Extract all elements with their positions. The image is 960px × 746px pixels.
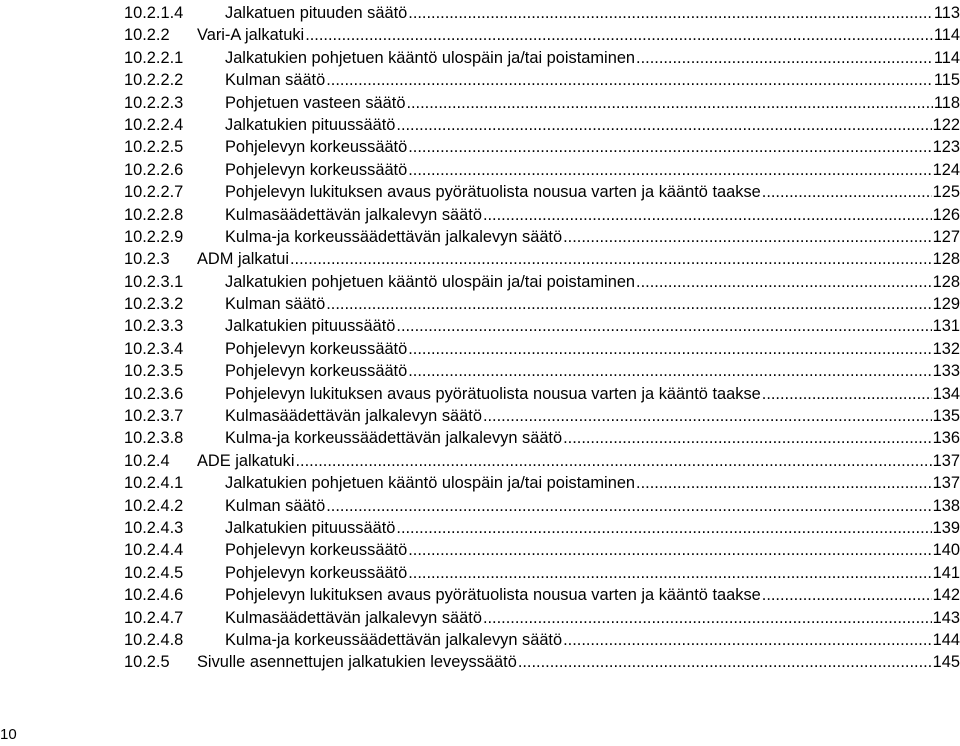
- dot-leader: [326, 69, 933, 91]
- toc-entry-title: Sivulle asennettujen jalkatukien leveyssäätö: [197, 653, 517, 672]
- toc-entry[interactable]: [124, 24, 960, 46]
- toc-entry-title: Pohjelevyn korkeussäätö: [225, 362, 408, 381]
- toc-entry-number: 10.2.3.8: [124, 429, 184, 448]
- toc-entry-page: 142: [932, 586, 960, 605]
- dot-leader: [408, 562, 931, 584]
- dot-leader: [408, 338, 931, 360]
- dot-leader: [483, 405, 932, 427]
- dot-leader: [396, 517, 931, 539]
- toc-entry-number: 10.2.2.1: [124, 48, 184, 67]
- dot-leader: [636, 271, 932, 293]
- toc-entry[interactable]: [124, 539, 960, 561]
- toc-entry-page: 123: [932, 138, 960, 157]
- toc-entry-number: 10.2.3.1: [124, 272, 184, 291]
- toc-entry-page: 139: [932, 518, 960, 537]
- toc-entry-page: 115: [933, 71, 960, 90]
- toc-entry-title: Jalkatukien pituussäätö: [225, 317, 396, 336]
- dot-leader: [563, 226, 932, 248]
- dot-leader: [483, 607, 932, 629]
- toc-entry-page: 129: [932, 295, 960, 314]
- toc-entry-page: 141: [932, 563, 960, 582]
- toc-entry[interactable]: [124, 607, 960, 629]
- toc-entry-page: 138: [932, 496, 960, 515]
- toc-entry-number: 10.2.3.7: [124, 407, 184, 426]
- toc-entry-number: 10.2.4.3: [124, 518, 184, 537]
- toc-entry-page: 136: [932, 429, 960, 448]
- toc-entry-number: 10.2.3.6: [124, 384, 184, 403]
- toc-entry-number: 10.2.4.6: [124, 586, 184, 605]
- toc-entry-number: 10.2.4.4: [124, 541, 184, 560]
- dot-leader: [326, 293, 931, 315]
- dot-leader: [290, 248, 932, 270]
- dot-leader: [305, 24, 933, 46]
- dot-leader: [563, 629, 932, 651]
- toc-entry-page: 140: [932, 541, 960, 560]
- toc-entry[interactable]: [124, 181, 960, 203]
- toc-entry-number: 10.2.3.5: [124, 362, 184, 381]
- toc-entry[interactable]: [124, 2, 960, 24]
- toc-entry-page: 132: [932, 339, 960, 358]
- dot-leader: [636, 472, 932, 494]
- dot-leader: [483, 204, 932, 226]
- toc-entry-page: 137: [932, 451, 960, 470]
- toc-entry-title: Jalkatukien pohjetuen kääntö ulospäin ja/tai poistaminen: [225, 48, 636, 67]
- toc-entry[interactable]: [124, 226, 960, 248]
- toc-entry[interactable]: [124, 427, 960, 449]
- dot-leader: [408, 136, 931, 158]
- toc-entry[interactable]: [124, 562, 960, 584]
- dot-leader: [408, 159, 931, 181]
- toc-entry-number: 10.2.4.8: [124, 630, 184, 649]
- dot-leader: [518, 651, 932, 673]
- dot-leader: [636, 47, 933, 69]
- toc-entry[interactable]: [124, 405, 960, 427]
- toc-entry-page: 128: [932, 250, 960, 269]
- toc-entry-title: Pohjelevyn korkeussäätö: [225, 339, 408, 358]
- toc-entry-title: Kulman säätö: [225, 71, 326, 90]
- toc-entry-number: 10.2.2.8: [124, 205, 184, 224]
- toc-entry-title: Jalkatukien pituussäätö: [225, 115, 396, 134]
- toc-entry[interactable]: [124, 629, 960, 651]
- toc-entry-number: 10.2.2.3: [124, 93, 184, 112]
- toc-entry-page: 125: [932, 183, 960, 202]
- toc-entry[interactable]: [124, 517, 960, 539]
- toc-entry-title: Kulma-ja korkeussäädettävän jalkalevyn säätö: [225, 429, 563, 448]
- toc-entry-number: 10.2.2.9: [124, 227, 184, 246]
- toc-entry-title: Pohjelevyn lukituksen avaus pyörätuolista nousua varten ja kääntö taakse: [225, 384, 761, 403]
- table-of-contents: [124, 2, 960, 674]
- toc-entry-title: Jalkatuen pituuden säätö: [225, 4, 408, 22]
- toc-entry[interactable]: [124, 472, 960, 494]
- toc-entry-page: 118: [933, 93, 960, 112]
- toc-entry-title: ADM jalkatui: [197, 250, 289, 269]
- toc-entry-number: 10.2.2.7: [124, 183, 184, 202]
- toc-entry[interactable]: [124, 159, 960, 181]
- toc-entry-number: 10.2.4.5: [124, 563, 184, 582]
- toc-entry-number: 10.2.1.4: [124, 4, 184, 22]
- toc-entry[interactable]: [124, 271, 960, 293]
- toc-entry-title: Jalkatukien pituussäätö: [225, 518, 396, 537]
- toc-entry-number: 10.2.2.4: [124, 115, 184, 134]
- toc-entry[interactable]: [124, 114, 960, 136]
- toc-entry-title: Jalkatukien pohjetuen kääntö ulospäin ja/tai poistaminen: [225, 474, 636, 493]
- toc-entry[interactable]: [124, 360, 960, 382]
- toc-entry-page: 133: [932, 362, 960, 381]
- dot-leader: [396, 315, 931, 337]
- dot-leader: [406, 92, 932, 114]
- toc-entry[interactable]: [124, 293, 960, 315]
- toc-entry-title: Pohjelevyn korkeussäätö: [225, 541, 408, 560]
- toc-entry-title: Pohjelevyn korkeussäätö: [225, 563, 408, 582]
- dot-leader: [762, 181, 932, 203]
- toc-entry-title: Kulman säätö: [225, 496, 326, 515]
- toc-entry-number: 10.2.2: [124, 26, 170, 45]
- toc-entry[interactable]: [124, 315, 960, 337]
- dot-leader: [326, 495, 931, 517]
- toc-entry-number: 10.2.3.3: [124, 317, 184, 336]
- toc-entry-title: ADE jalkatuki: [197, 451, 295, 470]
- toc-entry-page: 137: [932, 474, 960, 493]
- toc-entry[interactable]: [124, 204, 960, 226]
- toc-entry[interactable]: [124, 450, 960, 472]
- toc-entry-title: Kulma-ja korkeussäädettävän jalkalevyn säätö: [225, 630, 563, 649]
- toc-entry[interactable]: [124, 47, 960, 69]
- toc-entry[interactable]: [124, 383, 960, 405]
- toc-entry[interactable]: [124, 136, 960, 158]
- dot-leader: [408, 539, 931, 561]
- toc-entry[interactable]: [124, 338, 960, 360]
- toc-entry-page: 135: [932, 407, 960, 426]
- toc-entry-page: 143: [932, 608, 960, 627]
- toc-entry-title: Vari-A jalkatuki: [197, 26, 305, 45]
- toc-entry-number: 10.2.4.2: [124, 496, 184, 515]
- toc-entry-page: 122: [932, 115, 960, 134]
- toc-entry-page: 114: [933, 48, 960, 67]
- toc-entry-page: 131: [932, 317, 960, 336]
- toc-entry-page: 114: [933, 26, 960, 45]
- toc-entry-page: 126: [932, 205, 960, 224]
- toc-entry-title: Pohjelevyn lukituksen avaus pyörätuolista nousua varten ja kääntö taakse: [225, 183, 761, 202]
- toc-entry-page: 128: [932, 272, 960, 291]
- toc-entry-title: Pohjelevyn korkeussäätö: [225, 138, 408, 157]
- toc-entry-page: 134: [932, 384, 960, 403]
- toc-entry-number: 10.2.3: [124, 250, 170, 269]
- dot-leader: [408, 360, 931, 382]
- toc-entry-page: 113: [933, 4, 960, 22]
- toc-entry-number: 10.2.5: [124, 653, 170, 672]
- toc-entry-number: 10.2.3.2: [124, 295, 184, 314]
- toc-entry[interactable]: [124, 495, 960, 517]
- toc-entry[interactable]: [124, 69, 960, 91]
- toc-entry-number: 10.2.3.4: [124, 339, 184, 358]
- toc-entry[interactable]: [124, 651, 960, 673]
- toc-entry-page: 124: [932, 160, 960, 179]
- toc-entry-number: 10.2.2.2: [124, 71, 184, 90]
- toc-entry-page: 144: [932, 630, 960, 649]
- toc-entry[interactable]: [124, 248, 960, 270]
- toc-entry[interactable]: [124, 92, 960, 114]
- toc-entry-title: Kulmasäädettävän jalkalevyn säätö: [225, 205, 482, 224]
- toc-entry-number: 10.2.4.7: [124, 608, 184, 627]
- toc-entry-title: Kulman säätö: [225, 295, 326, 314]
- toc-entry-title: Pohjelevyn lukituksen avaus pyörätuolista nousua varten ja kääntö taakse: [225, 586, 761, 605]
- dot-leader: [408, 2, 933, 24]
- toc-entry-number: 10.2.4.1: [124, 474, 184, 493]
- toc-entry-title: Jalkatukien pohjetuen kääntö ulospäin ja/tai poistaminen: [225, 272, 636, 291]
- toc-entry-page: 127: [932, 227, 960, 246]
- dot-leader: [563, 427, 932, 449]
- toc-entry-title: Pohjetuen vasteen säätö: [225, 93, 406, 112]
- dot-leader: [396, 114, 931, 136]
- toc-entry-title: Kulmasäädettävän jalkalevyn säätö: [225, 407, 482, 426]
- toc-entry-title: Kulmasäädettävän jalkalevyn säätö: [225, 608, 482, 627]
- dot-leader: [762, 584, 932, 606]
- dot-leader: [295, 450, 931, 472]
- toc-entry-page: 145: [932, 653, 960, 672]
- dot-leader: [762, 383, 932, 405]
- page-number: 10: [0, 726, 17, 743]
- toc-entry-title: Kulma-ja korkeussäädettävän jalkalevyn säätö: [225, 227, 563, 246]
- toc-entry[interactable]: [124, 584, 960, 606]
- toc-entry-number: 10.2.2.5: [124, 138, 184, 157]
- toc-entry-number: 10.2.4: [124, 451, 170, 470]
- toc-entry-title: Pohjelevyn korkeussäätö: [225, 160, 408, 179]
- toc-entry-number: 10.2.2.6: [124, 160, 184, 179]
